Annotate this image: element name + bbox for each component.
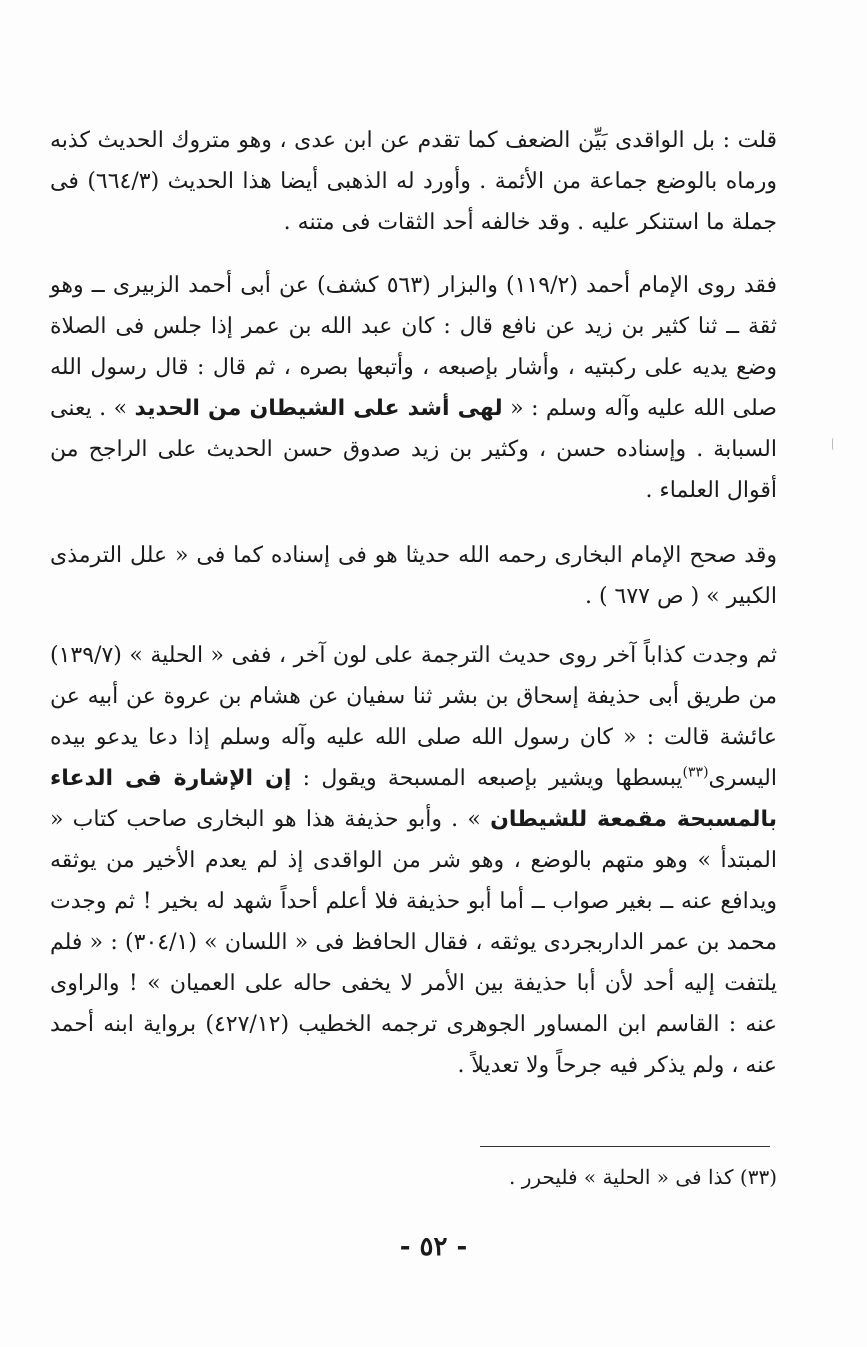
paragraph-2-after: » . يعنى السبابة . وإسناده حسن ، وكثير بن زيد صدوق حسن الحديث على الراجح من أقوال العلماء . <box>50 396 777 503</box>
paragraph-4-after: » . وأبو حذيفة هذا هو البخارى صاحب كتاب « المبتدأ » وهو متهم بالوضع ، وهو شر من الواقدى إذ لم يعدم الأخير من يوثقه ويدافع عنه ــ بغير صواب ــ أما أبو حذيفة فلا أعلم أحداً شهد له بخير ! ثم وجدت محمد بن عمر الداربجردى يوثقه ، فقال الحافظ فى « اللسان » (٣٠٤/١) : « فلم يلتفت إليه أحد لأن أبا حذيفة بين الأمر لا يخفى حاله على العميان » ! والراوى عنه : القاسم ابن المساور الجوهرى ترجمه الخطيب (٤٢٧/١٢) برواية ابنه أحمد عنه ، ولم يذكر فيه جرحاً ولا تعديلاً . <box>50 807 777 1078</box>
paragraph-4-mid: يبسطها ويشير بإصبعه المسبحة ويقول : <box>302 766 683 791</box>
footnote-marker: (٣٣) <box>682 764 709 781</box>
footnote-divider <box>480 1146 770 1147</box>
paragraph-4-text <box>50 635 777 1086</box>
paragraph-3 <box>50 535 777 617</box>
paragraph-1 <box>50 120 777 243</box>
margin-mark <box>832 438 837 450</box>
hadith-quote-bold-1: لهى أشد على الشيطان من الحديد <box>134 396 503 421</box>
hadith-quote-bold-2: إن الإشارة فى الدعاء بالمسبحة مقمعة للشيطان <box>50 766 777 832</box>
paragraph-4 <box>50 635 777 1086</box>
paragraph-1-text: قلت : بل الواقدى بَيِّن الضعف كما تقدم عن ابن عدى ، وهو متروك الحديث كذبه ورماه بالوضع جماعة من الأئمة . وأورد له الذهبى أيضا هذا الحديث (٦٦٤/٣) فى جملة ما استنكر عليه . وقد خالفه أحد الثقات فى متنه . <box>50 128 777 235</box>
paragraph-4-before: ثم وجدت كذاباً آخر روى حديث الترجمة على لون آخر ، ففى « الحلية » (١٣٩/٧) من طريق أبى حذيفة إسحاق بن بشر ثنا سفيان عن هشام بن عروة عن أبيه عن عائشة قالت : « كان رسول الله صلى الله عليه وآله وسلم إذا دعا يدعو بيده اليسرى <box>50 643 777 791</box>
paragraph-2 <box>50 265 777 511</box>
page-number: - ٥٢ - <box>399 1232 468 1262</box>
footnote: (٣٣) كذا فى « الحلية » فليحرر . <box>509 1165 777 1189</box>
paragraph-3-text: وقد صحح الإمام البخارى رحمه الله حديثا هو فى إسناده كما فى « علل الترمذى الكبير » ( ص ٦٧٧ ) . <box>50 543 777 609</box>
paragraph-2-text <box>50 265 777 511</box>
paragraph-2-before: فقد روى الإمام أحمد (١١٩/٢) والبزار (٥٦٣ كشف) عن أبى أحمد الزبيرى ــ وهو ثقة ــ ثنا كثير بن زيد عن نافع قال : كان عبد الله بن عمر إذا جلس فى الصلاة وضع يديه على ركبتيه ، وأشار بإصبعه ، وأتبعها بصره ، ثم قال : قال رسول الله صلى الله عليه وآله وسلم : « <box>50 273 778 421</box>
